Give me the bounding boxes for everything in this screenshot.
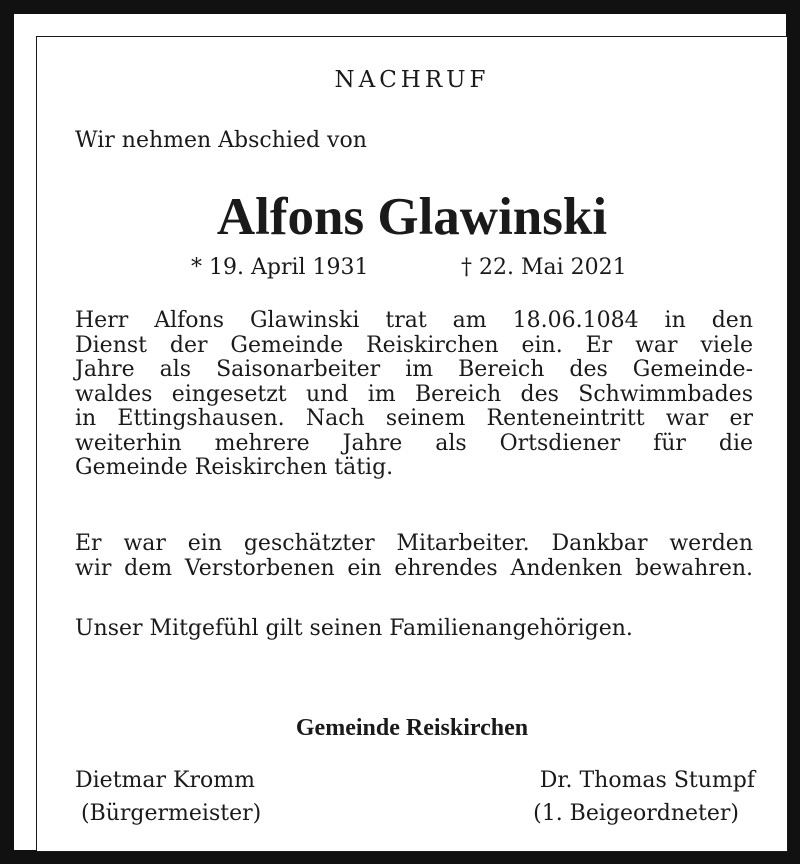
paragraph-line: Dienst der Gemeinde Reiskirchen ein. Er war viele bbox=[75, 332, 753, 358]
signatory-name-deputy: Dr. Thomas Stumpf bbox=[539, 768, 755, 793]
obituary-notice bbox=[36, 36, 788, 852]
organization-name: Gemeinde Reiskirchen bbox=[295, 715, 529, 741]
intro-text: Wir nehmen Abschied von bbox=[75, 128, 367, 153]
paragraph-line: waldes eingesetzt und im Bereich des Schwimmbades bbox=[75, 381, 753, 407]
notice-heading: NACHRUF bbox=[334, 67, 490, 93]
paragraph-line: Er war ein geschätzter Mitarbeiter. Dankbar werden bbox=[75, 531, 753, 556]
signatory-role-deputy: (1. Beigeordneter) bbox=[533, 801, 739, 826]
appreciation-paragraph bbox=[75, 532, 753, 581]
paragraph-line: wir dem Verstorbenen ein ehrendes Andenken bewahren. bbox=[75, 555, 753, 581]
paragraph-line: in Ettingshausen. Nach seinem Renteneintritt war er bbox=[75, 406, 753, 431]
paragraph-line: Herr Alfons Glawinski trat am 18.06.1084 in den bbox=[75, 308, 753, 333]
biography-paragraph bbox=[75, 309, 753, 481]
birth-date: * 19. April 1931 bbox=[191, 255, 369, 280]
paragraph-line: weiterhin mehrere Jahre als Ortsdiener für die bbox=[75, 430, 753, 456]
condolence-text: Unser Mitgefühl gilt seinen Familienangehörigen. bbox=[75, 616, 633, 641]
deceased-name: Alfons Glawinski bbox=[216, 188, 608, 246]
signatory-name-mayor: Dietmar Kromm bbox=[75, 768, 255, 793]
signatory-role-mayor: (Bürgermeister) bbox=[81, 801, 262, 826]
paragraph-line: Gemeinde Reiskirchen tätig. bbox=[75, 455, 394, 480]
paragraph-line: Jahre als Saisonarbeiter im Bereich des Gemeinde- bbox=[75, 357, 753, 382]
page-frame bbox=[14, 14, 786, 850]
death-date: † 22. Mai 2021 bbox=[461, 255, 627, 280]
